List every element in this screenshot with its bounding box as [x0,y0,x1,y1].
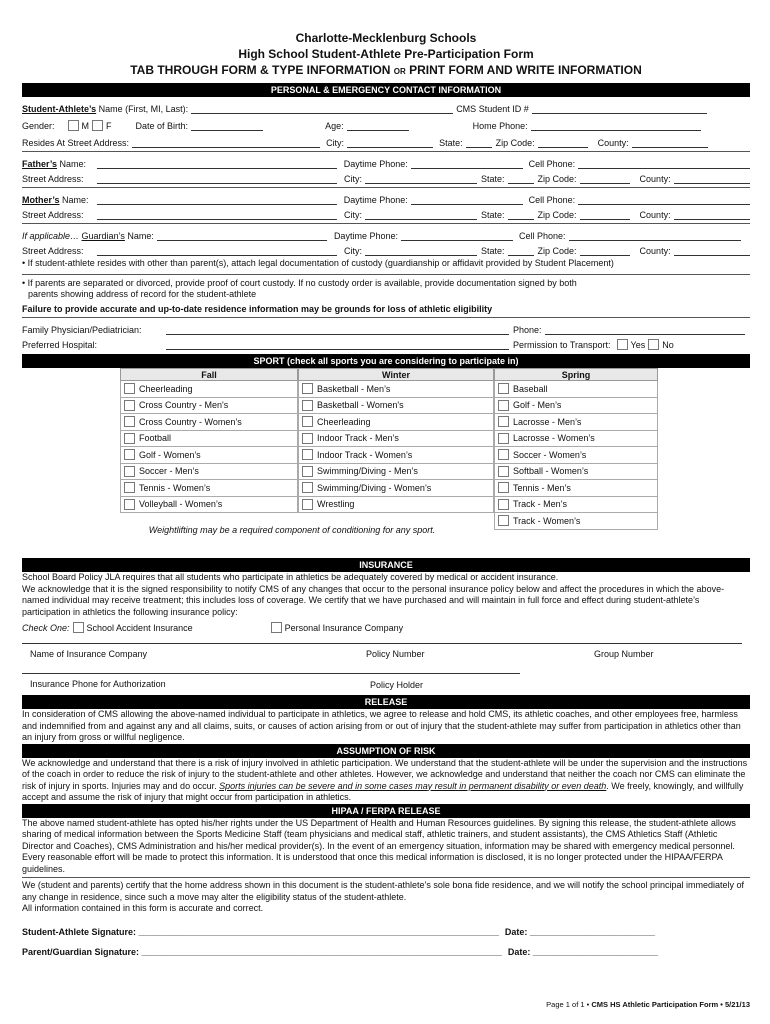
sport-checkbox[interactable] [498,515,509,526]
sport-row-fall-football[interactable] [120,431,298,448]
sport-checkbox[interactable] [302,416,313,427]
guardian-city-field[interactable] [365,245,477,256]
sport-checkbox[interactable] [498,499,509,510]
cms-id-label: CMS Student ID # [456,104,529,114]
winter-column [298,368,494,513]
sport-label: Indoor Track - Men’s [317,433,399,443]
gender-f-checkbox[interactable] [92,120,103,131]
sport-label: Soccer - Women’s [513,449,587,460]
sport-label: Baseball [513,383,548,394]
home-phone-field[interactable] [531,120,701,131]
sport-label: Track - Women’s [513,515,581,526]
sport-checkbox[interactable] [124,466,135,477]
gender-m-checkbox[interactable] [68,120,79,131]
sport-checkbox[interactable] [302,482,313,493]
mother-name-field[interactable] [97,194,337,205]
sport-row-spring-track-womens[interactable] [494,513,658,530]
form-instructions: TAB THROUGH FORM & TYPE INFORMATION OR PRINT FORM AND WRITE INFORMATION [130,63,642,77]
student-city-field[interactable] [347,137,433,148]
sport-checkbox[interactable] [124,449,135,460]
father-zip-field[interactable] [580,173,630,184]
sport-label: Volleyball - Women’s [139,499,223,509]
sport-label: Lacrosse - Women’s [513,433,595,443]
sport-label: Cheerleading [317,416,371,427]
separated-note: • If parents are separated or divorced, provide proof of court custody. If no custody order is available, provide documentation signed by both parents showing address of record for the student-athlete [22,278,577,299]
student-info: Student-Athlete’s Name (First, MI, Last): CMS Student ID # Gender: M F Date of Birth: Age: Home Phone: Resides At Street Address: City: State: Zip Code: County: [22,97,750,152]
father-street-field[interactable] [97,173,337,184]
parent-date-field[interactable]: Date: _________________________ [507,946,659,957]
sport-label: Wrestling [317,499,355,509]
sport-row-spring-tennis-mens[interactable] [494,480,658,497]
sport-row-fall-tennis-womens[interactable] [120,480,298,497]
sport-label: Golf - Men’s [513,400,562,410]
sport-section-header: SPORT (check all sports you are considering to participate in) [22,354,750,368]
student-date-field[interactable]: Date: _________________________ [504,926,656,937]
certify-text: We (student and parents) certify that the home address shown in this document is the student-athlete’s sole bona fide residence, and we will notify the school principal immediately of any change in residence, since such a move may alter the eligibility status of the student-athlete. [22,880,745,902]
fall-header: Fall [120,368,298,381]
personal-section-header: PERSONAL & EMERGENCY CONTACT INFORMATION [22,83,750,97]
sport-row-spring-baseball[interactable] [494,381,658,398]
sport-label: Soccer - Men’s [139,466,199,476]
weightlifting-note: Weightlifting may be a required component of conditioning for any sport. [148,525,436,535]
sport-checkbox[interactable] [124,499,135,510]
insurance-line-1[interactable] [22,643,742,644]
physician-field[interactable] [166,324,509,335]
guardian-street-field[interactable] [97,245,337,256]
winter-header: Winter [298,368,494,381]
sport-row-winter-indoor-track-mens[interactable] [298,431,494,448]
age-field[interactable] [347,120,409,131]
father-daytime-field[interactable] [411,158,523,169]
form-page: Charlotte-Mecklenburg Schools High School Student-Athlete Pre-Participation Form TAB THROUGH FORM & TYPE INFORMATION OR PRINT FORM AND WRITE INFORMATION PERSONAL & EMERGENCY CONTACT INFORMATION Student-Athlete’s Name (First, MI, Last): CMS Student ID # Gender: M F Date of Birth: Age: Home Phone: Resides At Street Address: City: State: Zip Code: County: Father’s Name: Daytime Phone: Cell Phone: Street Address: City: State: Zip Code: County: Mother’s Name: Daytime Phone: Cell Phone: Street Address: City: State: Zip Code: County: If applicable… Guardian’s Name: Daytime Phone: Cell Phone: Street Address: City: State: Zip Code: County: • If student-athlete resides with other than parent(s), attach legal documentation of custody (guardianship or affidavit provided by Student Placement) • If parents are separated or divorced, provide proof of court custody. If no custody order is available, provide documentation signed by both parents showing address of record for the student-athlete Failure to provide accurate and up-to-date residence information may be grounds for loss of athletic eligibility Family Physician/Pediatrician: Phone: Preferred Hospital: Permission to Transport: Yes No SPORT (check all sports you are considering to participate in) Fall Cheerleading Cross Country - Men's Cross Country - Women’s Football Golf - Women’s Soccer - Men’s Tennis - Women’s Volleyball - Women’s Winter Basketball - Men’s Basketball - Women's Cheerleading Indoor Track - Men’s Indoor Track - Women’s Swimming/Diving - Men’s Swimming/Diving - Women’s Wrestling Spring Baseball Golf - Men’s Lacrosse - Men’s Lacrosse - Women’s Soccer - Women’s Softball - Women’s Tennis - Men’s Track - Men’s Track - Women’s Weightlifting may be a required component of conditioning for any sport. INSURANCE School Board Policy JLA requires that all students who participate in athletics be adequately covered by medical or accident insurance. We acknowledge that it is the signed responsibility to notify CMS of any changes that occur to the personal insurance policy below and affect the procedures in which the above-named individual may receive treatment; this includes loss of coverage. We certify that we have purchased and will maintain in full force and effect during student-athlete’s participation in athletics the following insurance policy: Check One: School Accident Insurance Personal Insurance Company Name of Insurance Company Policy Number Group Number Insurance Phone for Authorization Policy Holder RELEASE In consideration of CMS allowing the above-named individual to participate in athletics, we agree to release and hold CMS, its athletic coaches, and other employees free, harmless and indemnified from and against any and all claims, suits, or causes of action arising from or out of injury that the student-athlete may suffer from participation in athletics other than an injury from gross or willful negligence. ASSUMPTION OF RISK We acknowledge and understand that there is a risk of injury involved in athletic participation. We understand that the student-athlete will be under the supervision and the instructions of the coach in order to reduce the risk of injury to the student-athlete and other athletes. However, we acknowledge and understand that neither the coach nor CMS can eliminate the risk of injury in sports. Injuries may and do occur. Sports injuries can be severe and in some cases may result in permanent disability or even death. We freely, knowingly, and willfully accept and assume the risk of injury that might occur from participation in athletics. HIPAA / FERPA RELEASE The above named student-athlete has opted his/her rights under the US Department of Health and Human Resources guidelines. By signing this release, the student-athlete allows sharing of medical information between the Sports Medicine Staff (team physicians and medical staff, athletic trainers, and student assistants), the CMS Athletics Staff (Athletic Director and Coaches), CMS Administration and his/her medical provider(s). In the event of an emergency situation, information may be shared with emergency medical personnel. Every reasonable effort will be made to protect this information. It is understood that once this medical information is disclosed, it is no longer protected under the HIPAA/FERPA guidelines. We (student and parents) certify that the home address shown in this document is the student-athlete’s sole bona fide residence, and we will notify the school principal immediately of any change in residence, since such a move may alter the eligibility status of the student-athlete. All information contained in this form is accurate and correct. Student-Athlete Signature: ________________________________________________________________________ Date: _________________________ Parent/Guardian Signature: ________________________________________________________________________ Date: _________________________ [22,30,750,957]
sport-label: Swimming/Diving - Men’s [317,466,418,476]
page-footer: Page 1 of 1 • CMS HS Athletic Participation Form • 5/21/13 [546,1000,750,1009]
sport-row-winter-basketball-mens[interactable] [298,381,494,398]
sport-checkbox[interactable] [498,466,509,477]
mother-state-field[interactable] [508,209,534,220]
sport-label: Football [139,433,172,443]
sport-checkbox[interactable] [498,449,509,460]
risk-section-header: ASSUMPTION OF RISK [22,744,750,758]
dob-field[interactable] [191,120,263,131]
sport-checkbox[interactable] [124,433,135,444]
sport-label: Lacrosse - Men’s [513,416,582,427]
sport-label: Basketball - Women's [317,400,404,410]
sport-row-fall-cross-country-womens[interactable] [120,414,298,431]
mother-zip-field[interactable] [580,209,630,220]
sport-row-spring-softball-womens[interactable] [494,464,658,481]
student-state-field[interactable] [466,137,492,148]
insurance-ack-text: We acknowledge that it is the signed responsibility to notify CMS of any changes that occur to the personal insurance policy below and affect the procedures in which the above-named individual may receive treatment; this includes loss of coverage. We certify that we have purchased and will maintain in full force and effect during student-athlete’s participation in athletics the following insurance policy: [22,583,725,617]
sport-label: Cross Country - Women’s [139,416,242,427]
hipaa-section-header: HIPAA / FERPA RELEASE [22,804,750,818]
sport-row-winter-swimming-diving-mens[interactable] [298,464,494,481]
insurance-line-2[interactable] [22,673,520,674]
father-city-field[interactable] [365,173,477,184]
parent-signature-field[interactable]: Parent/Guardian Signature: ________________________________________________________________________ [22,946,502,957]
mother-city-field[interactable] [365,209,477,220]
insurance-policy-text: School Board Policy JLA requires that all students who participate in athletics be adequately covered by medical or accident insurance. [22,572,559,582]
insurance-fields: Name of Insurance Company Policy Number Group Number Insurance Phone for Authorization Policy Holder [22,633,750,695]
sport-row-fall-golf-womens[interactable] [120,447,298,464]
hipaa-text: The above named student-athlete has opted his/her rights under the US Department of Health and Human Resources guidelines. By signing this release, the student-athlete allows sharing of medical information between the Sports Medicine Staff (team physicians and medical staff, athletic trainers, and student assistants), the CMS Athletics Staff (Athletic Director and Coaches), CMS Administration and his/her medical provider(s). In the event of an emergency situation, information may be shared with emergency medical personnel. Every reasonable effort will be made to protect this information. It is understood that once this medical information is disclosed, it is no longer protected under the HIPAA/FERPA guidelines. [22,817,736,874]
father-info: Father’s Name: Daytime Phone: Cell Phone: Street Address: City: State: Zip Code: County: [22,154,750,188]
mother-county-field[interactable] [674,209,750,220]
mother-cell-field[interactable] [578,194,750,205]
sport-checkbox[interactable] [498,482,509,493]
sport-checkbox[interactable] [498,383,509,394]
sport-checkbox[interactable] [498,433,509,444]
risk-text: We acknowledge and understand that there is a risk of injury involved in athletic participation. We understand that the student-athlete will be under the supervision and the instructions of the coach in order to reduce the risk of injury to the student-athlete and other athletes. However, we acknowledge and understand that neither the coach nor CMS can eliminate the risk of injury in sports. Injuries may and do occur. Sports injuries can be severe and in some cases may result in permanent disability or even death. We freely, knowingly, and willfully accept and assume the risk of injury that might occur from participation in athletics. [22,757,748,802]
spring-header: Spring [494,368,658,381]
transport-yes-checkbox[interactable] [617,339,628,350]
hospital-field[interactable] [166,339,509,350]
guardian-cell-field[interactable] [569,230,741,241]
sport-row-spring-soccer-womens[interactable] [494,447,658,464]
guardian-info: If applicable… Guardian’s Name: Daytime Phone: Cell Phone: Street Address: City: State: Zip Code: County: • If student-athlete resides with other than parent(s), attach legal documentation of custody (guardianship or affidavit provided by Student Placement) [22,226,750,275]
sport-label: Track - Men’s [513,499,568,509]
sport-label: Indoor Track - Women’s [317,449,413,460]
sport-checkbox[interactable] [124,383,135,394]
father-state-field[interactable] [508,173,534,184]
father-county-field[interactable] [674,173,750,184]
sport-row-winter-basketball-womens[interactable] [298,398,494,415]
accurate-text: All information contained in this form is accurate and correct. [22,903,264,913]
guardian-daytime-field[interactable] [401,230,513,241]
sport-row-winter-indoor-track-womens[interactable] [298,447,494,464]
sport-checkbox[interactable] [302,449,313,460]
spring-column [494,368,658,530]
cms-id-field[interactable] [532,103,707,114]
sport-row-fall-soccer-mens[interactable] [120,464,298,481]
sport-row-winter-cheerleading[interactable] [298,414,494,431]
student-zip-field[interactable] [538,137,588,148]
guardian-name-field[interactable] [157,230,327,241]
failure-note: Failure to provide accurate and up-to-date residence information may be grounds for loss of athletic eligibility [22,302,750,318]
physician-phone-field[interactable] [545,324,745,335]
sport-label: Cheerleading [139,383,193,394]
sport-label: Cross Country - Men's [139,400,229,410]
sport-label: Golf - Women’s [139,449,201,460]
sport-label: Tennis - Women’s [139,482,211,493]
insurance-section-header: INSURANCE [22,558,750,572]
sport-row-winter-wrestling[interactable] [298,497,494,514]
form-header [22,30,750,80]
sport-row-fall-cheerleading[interactable] [120,381,298,398]
sport-row-fall-volleyball-womens[interactable] [120,497,298,514]
fall-column [120,368,298,513]
sport-label: Tennis - Men’s [513,482,571,493]
mother-daytime-field[interactable] [411,194,523,205]
guardian-county-field[interactable] [674,245,750,256]
district-name: Charlotte-Mecklenburg Schools [295,31,477,45]
sport-row-spring-lacrosse-womens[interactable] [494,431,658,448]
sport-row-winter-swimming-diving-womens[interactable] [298,480,494,497]
sport-checkbox[interactable] [124,416,135,427]
sports-grid [22,368,750,558]
sport-label: Swimming/Diving - Women’s [317,482,432,493]
father-cell-field[interactable] [578,158,750,169]
mother-info: Mother’s Name: Daytime Phone: Cell Phone: Street Address: City: State: Zip Code: County: [22,190,750,224]
sport-checkbox[interactable] [302,383,313,394]
release-section-header: RELEASE [22,695,750,709]
student-name-field[interactable] [191,103,453,114]
sport-checkbox[interactable] [124,400,135,411]
sport-checkbox[interactable] [498,416,509,427]
sport-checkbox[interactable] [302,433,313,444]
sport-label: Basketball - Men’s [317,383,391,394]
sport-checkbox[interactable] [302,499,313,510]
sport-row-spring-golf-mens[interactable] [494,398,658,415]
sport-row-spring-lacrosse-mens[interactable] [494,414,658,431]
sport-checkbox[interactable] [498,400,509,411]
father-name-field[interactable] [97,158,337,169]
sport-checkbox[interactable] [302,400,313,411]
custody-note: • If student-athlete resides with other than parent(s), attach legal documentation of custody (guardianship or affidavit provided by Student Placement) [22,258,614,268]
guardian-zip-field[interactable] [580,245,630,256]
form-title: High School Student-Athlete Pre-Participation Form [238,47,534,61]
transport-no-checkbox[interactable] [648,339,659,350]
personal-insurance-checkbox[interactable] [271,622,282,633]
sport-row-fall-cross-country-mens[interactable] [120,398,298,415]
mother-street-field[interactable] [97,209,337,220]
sport-row-spring-track-mens[interactable] [494,497,658,514]
guardian-state-field[interactable] [508,245,534,256]
school-insurance-checkbox[interactable] [73,622,84,633]
student-signature-field[interactable]: Student-Athlete Signature: ________________________________________________________________________ [22,926,499,937]
sport-checkbox[interactable] [124,482,135,493]
student-street-field[interactable] [132,137,320,148]
sport-label: Softball - Women’s [513,466,589,476]
student-county-field[interactable] [632,137,708,148]
sport-checkbox[interactable] [302,466,313,477]
release-text: In consideration of CMS allowing the above-named individual to participate in athletics, we agree to release and hold CMS, its athletic coaches, and other employees free, harmless and indemnified from and against any and all claims, suits, or causes of action arising from or out of injury that the student-athlete may suffer from participation in athletics other than an injury from gross or willful negligence. [22,709,741,742]
